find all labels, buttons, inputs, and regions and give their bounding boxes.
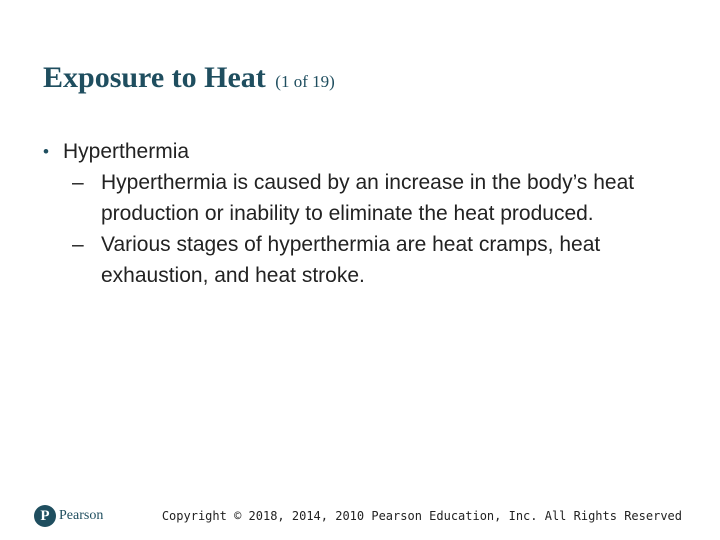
copyright-notice: Copyright © 2018, 2014, 2010 Pearson Education, Inc. All Rights Reserved — [161, 509, 682, 523]
pearson-logo-text: Pearson — [59, 508, 104, 523]
slide-body — [43, 136, 693, 291]
dash-marker: – — [72, 171, 84, 194]
slide-title — [43, 58, 335, 102]
bullet-text: Hyperthermia — [63, 140, 190, 163]
dash-marker: – — [72, 233, 84, 256]
slide-count: (1 of 19) — [275, 72, 335, 91]
bullet-marker: • — [43, 142, 49, 161]
sub-item — [43, 229, 693, 291]
sub-item — [43, 167, 693, 229]
pearson-logo-icon: P — [34, 505, 56, 527]
pearson-logo — [34, 505, 103, 527]
sub-item-text: Hyperthermia is caused by an increase in the body’s heat production or inability to eliminate the heat produced. — [101, 171, 635, 225]
sub-item-text: Various stages of hyperthermia are heat cramps, heat exhaustion, and heat stroke. — [101, 233, 601, 287]
slide-title-text: Exposure to Heat — [43, 61, 266, 94]
bullet-item — [43, 136, 693, 167]
